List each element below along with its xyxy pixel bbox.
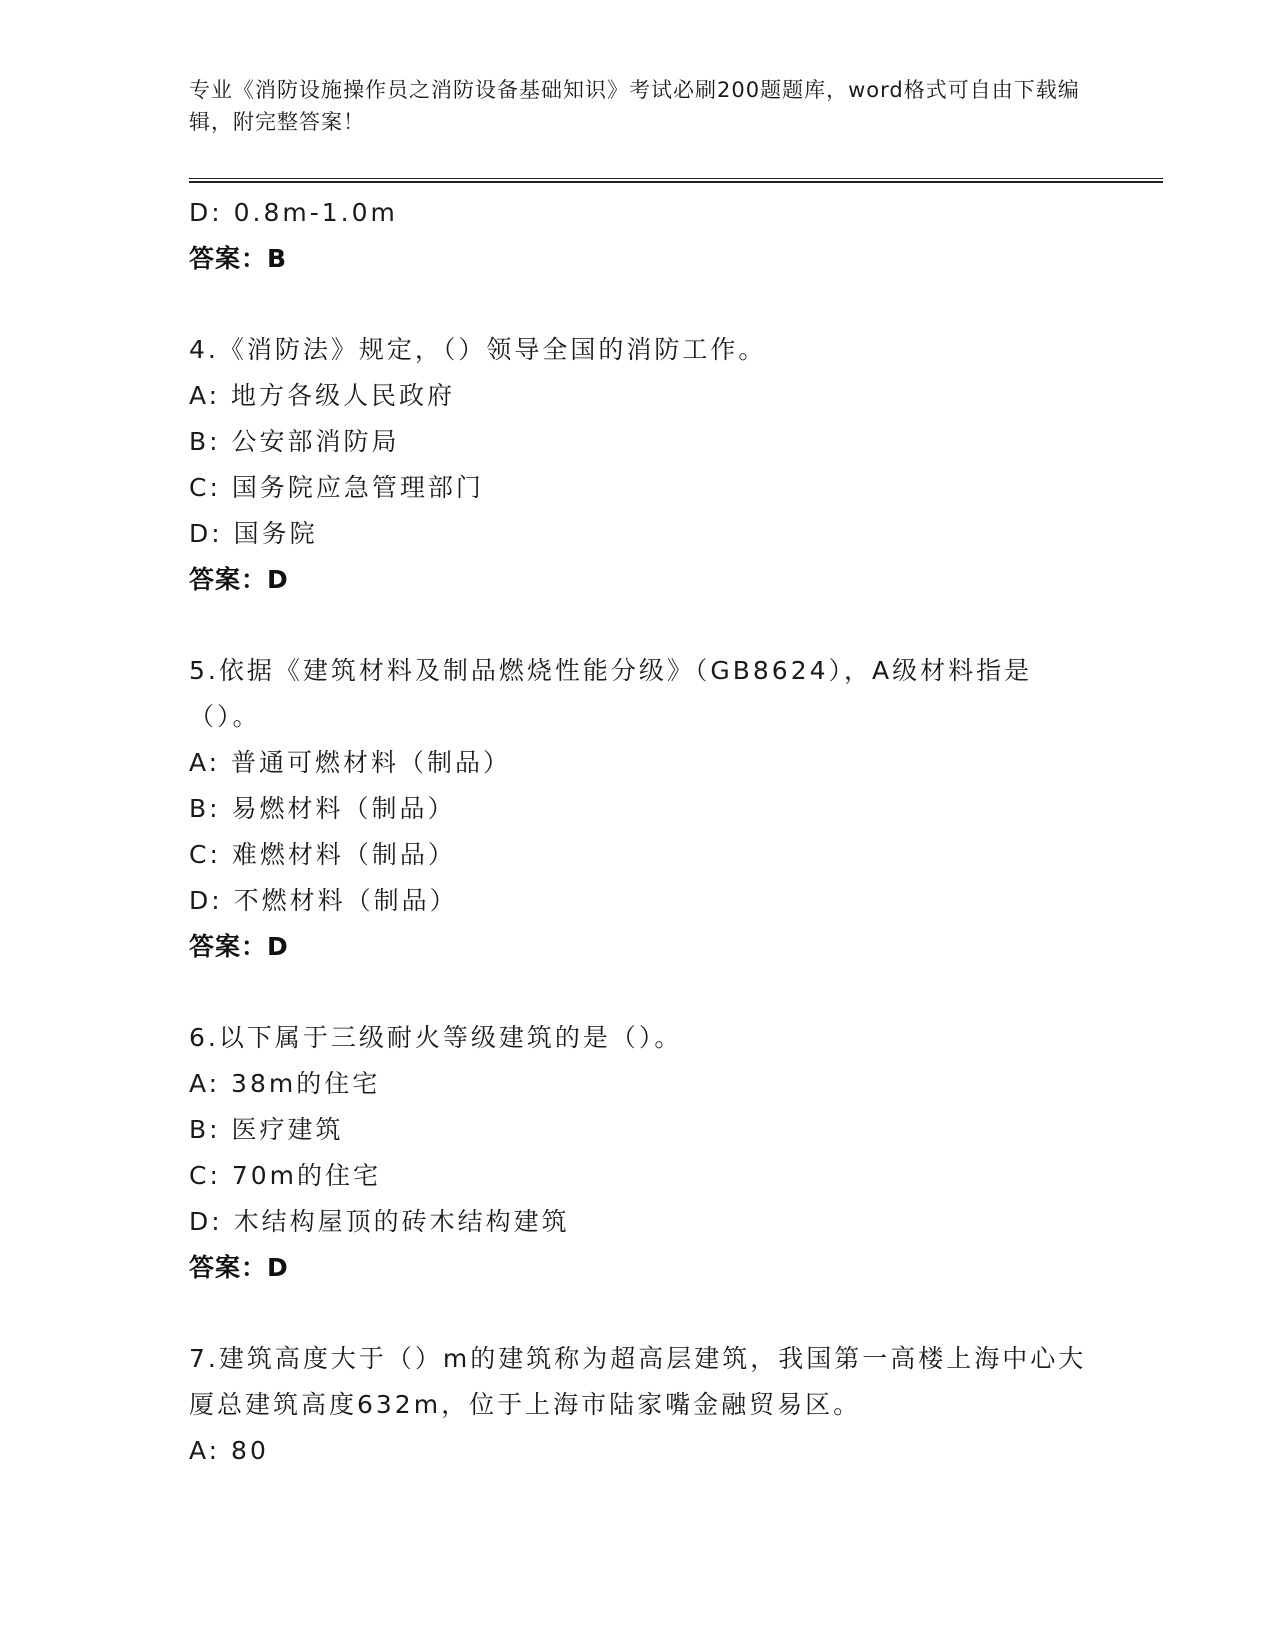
header-text: 专业《消防设施操作员之消防设备基础知识》考试必刷200题题库，word格式可自由下载编辑，附完整答案！ [189, 78, 1080, 134]
question-title: 6.以下属于三级耐火等级建筑的是（）。 [189, 1023, 683, 1052]
option-c: C: 难燃材料（制品） [189, 840, 456, 869]
option-d: D: 0.8m-1.0m [189, 198, 398, 227]
option-b: B: 易燃材料（制品） [189, 794, 456, 823]
previous-question-tail [189, 190, 1089, 282]
spacer [189, 603, 1089, 648]
question-title: 7.建筑高度大于（）m的建筑称为超高层建筑，我国第一高楼上海中心大厦总建筑高度632m，位于上海市陆家嘴金融贸易区。 [189, 1344, 1087, 1419]
option-d: D: 木结构屋顶的砖木结构建筑 [189, 1207, 570, 1236]
question-6 [189, 1015, 1089, 1291]
option-a: A: 地方各级人民政府 [189, 381, 456, 410]
option-a: A: 80 [189, 1436, 269, 1465]
question-7 [189, 1336, 1089, 1474]
answer-line: 答案：D [189, 932, 289, 961]
question-title: 4.《消防法》规定，（）领导全国的消防工作。 [189, 335, 767, 364]
document-body [189, 190, 1089, 1474]
spacer [189, 970, 1089, 1015]
question-title: 5.依据《建筑材料及制品燃烧性能分级》（GB8624），A级材料指是（）。 [189, 656, 1033, 731]
question-4 [189, 327, 1089, 603]
option-a: A: 38m的住宅 [189, 1069, 381, 1098]
option-c: C: 国务院应急管理部门 [189, 473, 484, 502]
spacer [189, 282, 1089, 327]
answer-line: 答案：D [189, 1253, 289, 1282]
answer-line: 答案：D [189, 565, 289, 594]
option-b: B: 公安部消防局 [189, 427, 400, 456]
question-5 [189, 648, 1089, 970]
option-a: A: 普通可燃材料（制品） [189, 748, 512, 777]
option-c: C: 70m的住宅 [189, 1161, 381, 1190]
option-d: D: 国务院 [189, 519, 318, 548]
answer-line: 答案：B [189, 244, 288, 273]
spacer [189, 1291, 1089, 1336]
option-d: D: 不燃材料（制品） [189, 886, 458, 915]
option-b: B: 医疗建筑 [189, 1115, 344, 1144]
document-header [189, 74, 1089, 138]
header-divider [189, 178, 1163, 183]
